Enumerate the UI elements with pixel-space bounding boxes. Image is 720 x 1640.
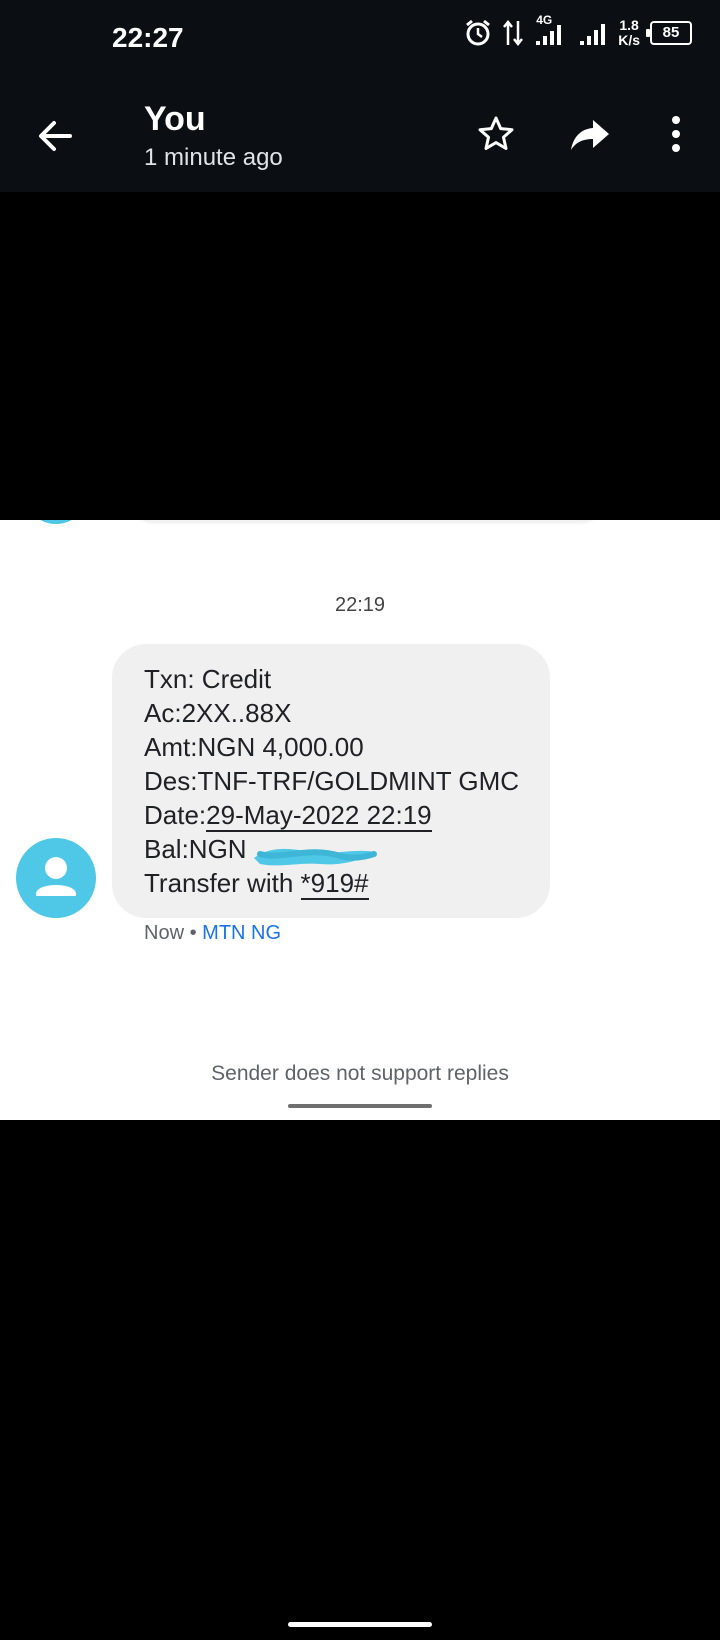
message-meta: Now • MTN NG: [144, 922, 282, 944]
message-line: Des:TNF-TRF/GOLDMINT GMC: [144, 766, 520, 796]
message-line: Ac:2XX..88X: [144, 698, 292, 728]
redacted-area-bottom: [0, 1120, 720, 1640]
status-icons: [464, 13, 692, 48]
message-line: Date:29-May-2022 22:19: [144, 800, 432, 830]
date-link[interactable]: 29-May-2022 22:19: [206, 800, 432, 830]
more-options-button[interactable]: [654, 112, 698, 156]
network-speed: 1.8 K/s: [618, 17, 640, 48]
last-seen: 1 minute ago: [144, 144, 283, 171]
signal-sim2-icon: [578, 19, 608, 47]
message-line: Amt:NGN 4,000.00: [144, 732, 364, 762]
gesture-handle[interactable]: [288, 1622, 432, 1627]
signal-4g-icon: 4G: [534, 19, 568, 47]
share-icon: [569, 114, 611, 154]
message-line: Bal:NGN: [144, 834, 247, 864]
data-transfer-icon: [502, 19, 524, 47]
previous-avatar: [24, 520, 88, 524]
redacted-area: [0, 192, 720, 520]
back-arrow-icon[interactable]: [34, 114, 78, 158]
previous-message-bubble[interactable]: [132, 520, 602, 522]
conversation-header: [0, 84, 720, 192]
status-time: 22:27: [112, 22, 184, 53]
ussd-code-link[interactable]: *919#: [300, 868, 369, 898]
sender-avatar[interactable]: [16, 838, 96, 918]
message-timestamp: 22:19: [334, 594, 386, 616]
no-reply-notice: Sender does not support replies: [211, 1062, 509, 1085]
sim-label: MTN NG: [202, 922, 282, 944]
alarm-icon: [464, 19, 492, 47]
message-line: Transfer with *919#: [144, 868, 369, 898]
message-list[interactable]: [0, 520, 720, 1120]
more-vert-icon: [670, 114, 682, 154]
message-line: Txn: Credit: [144, 664, 272, 694]
person-icon: [16, 838, 96, 918]
nav-handle: [288, 1104, 432, 1108]
star-icon: [476, 114, 516, 154]
battery-indicator: 85: [650, 21, 692, 45]
status-bar: [0, 0, 720, 84]
share-button[interactable]: [568, 112, 612, 156]
contact-name: You: [144, 100, 206, 138]
redaction-scribble: [250, 842, 380, 870]
message-bubble[interactable]: [112, 644, 550, 918]
star-button[interactable]: [474, 112, 518, 156]
